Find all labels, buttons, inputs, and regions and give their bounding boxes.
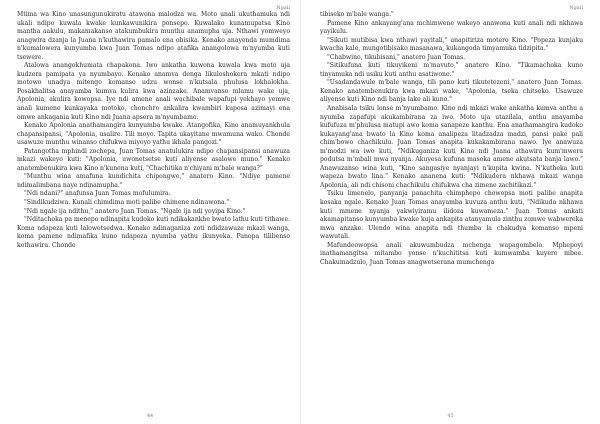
paragraph: "Sitikufuna kuti tikuyikeni m'mavuto," anatero Kino. "Tikamachoka kuno tinyamuka ndi usiku kuti anthu asatiwone.": [320, 62, 583, 78]
paragraph: "Ndi ndani?" anafunsa Juan Tomas mofulumira.: [24, 190, 171, 198]
right-page: [300, 0, 600, 424]
right-body-text: [320, 11, 583, 267]
paragraph: Kenako Apolonia anathamangira kunyumba kwake. Atangofika, Kino anamuyankhula chapansipansi, "Apolonia, usalire. Tili moyo. Tapita ukayitane mwamuna wako. Chonde usawuze munthu winanso chifukwa miyoyo yathu ikhala pangozi.": [17, 122, 290, 147]
page-number-left: 44: [146, 413, 154, 419]
running-head-right: Ngali: [569, 5, 583, 11]
paragraph: tibiseko m'bale wanga.": [320, 11, 394, 18]
running-head-left: Ngali: [276, 5, 290, 11]
paragraph: Tsiku limenelo, panyanja panachita chimphepo chowopsa moti palibe anapita kosaka ngale. Kenako Juan Tomas anayamba kuvuza anthu kuti, "Ndikuda nkhawa kuti mmene nyanja yakwiyiramu ilidoza kuwameza." Juan Tomas ankati akamapitanso kunyumba kwake kuja ankapita atanyamula zinthu zomwe wabwereka mwa anzake. Ulendo wina anapita ndi thumba la chakudya komanso mpeni wawutali.: [320, 190, 583, 241]
paragraph: Atalowa anangokhumata chapakona. Iwo ankatha kuwona kuwala kwa moto uja kudzera pamipata ya nyumbayo. Kenako anamva denga likuloshokera mkati ndipo motowo unadya mitengo komanso udzu wonse n'kutsala phulusa lokhalokha. Posakhalitsa anayamba kumva kulira kwa azinzake. Anamvanso mlamu wake uja, Apolonia, akulira kowopsa. Iye ndi amene anali wachibale wapafupi yekhayo yemwe anali kumene kunkayaka motoko, chonchro ankalira kwambiri kuposa azimayi ena omwe ankagania kuti Kino ndi Juana apsera m'nyumbamo.: [17, 62, 290, 121]
paragraph: "Ndi ngale ija ndithu," anatero Juan Tomas. "Ngale ija ndi yoyipa Kino.": [24, 207, 246, 215]
paragraph: Mtima wa Kino unasungunukiratu atawona malodza wa. Moto unali ukuthamuka ndi ukali ndipo kuwala kwake kunkawunikira ponsepo. Kuwalako kunamupatsa Kino mantha aakulu, makamakanso atakumbukira munthu anamupha uja. Nthawi yomweyo anagwira dzanja la Juana n'kuthawira pamalo ena obisika. Kenako anayenda mumdima n'kumalowera kunyumba kwa Juan Tomas ndipo atafika anangolowa m'nyumba kuti tsewere.: [17, 11, 290, 61]
paragraph: "Sikuti mutibisa kwa nthawi yayitali," anapitiriza motero Kino. "Popeza kunjaku kwacha kale, mungotibisako masanawa, kukangoda timyamuka tidzipita.": [320, 36, 583, 53]
left-body-text: [17, 11, 290, 250]
paragraph: Pamene Kino ankayang'ana mchimwene wakeyo anawona kuti anali ndi nkhawa yayikulu.: [320, 19, 583, 36]
paragraph: Patangotha mphindi zochepa, Juan Tomas anatulukira ndipo chapansipansi anawuza mkazi wakeyo kuti: "Apolonia, uwonetsetse kuti aliyense asalowe muno." Kenako anatembenukira kwa Kino n'kunena kuti, "Chachitika n'chiyani m'bale wanga?": [17, 147, 290, 172]
page-number-right: 45: [447, 413, 454, 419]
paragraph: Anabisala tsiku lonse m'nyumbamo. Kino ndi mkazi wake ankatha kumva anthu a nyumba zapafupi akukambirana za iwo. Moto uja utazilala, anthu anayamba kufufuza m'phulusa matupi awo koma sanapeze kanthu. Ena anathamangira kudoko kukayang'ana bwato la Kino koma analipeza litadzadza madzi, pansi pake pali chim'bowo chachikulu. Juan Tomas anapita kukakambirana nawo. Iye anawuza m'modzi wa iwo kuti, "Ndikuganiza kuti Kino ndi Juana athawira kum'mwera podutsa m'mbali mwa nyanja. Akuyesa kufuna masoka amene akutsata banja lawo." Anawuzanso wina kuti, "Kino sangasiye nyanjayi n'kupita kwina. N'kutheka kuti wapeza bwato lina." Kenako ananena kuti: "Ndikudera nkhawa mkazi wanga Apolonia, ali ndi chisoni chachikulu chifukwa cha zimene zachitikazi.": [320, 105, 583, 189]
paragraph: "Usadandawule m'bale wanga, tili pano kuti tikutetezeni," anatero Juan Tomas. Kenako anatembenukira kwa mkazi wake, "Apolonia, tseka chitseko. Usawuze aliyense kuti Kino ndi banja lake ali kuno.": [320, 79, 583, 104]
paragraph: "Chabwino, tikubisani," anatero Juan Tomas.: [327, 53, 466, 61]
paragraph: Mafundeowopsa anali akuwumbudza mchenga wapagombelo. Mphepoyi inathamangitsa mitambo yonse n'kuchititsa kuti kumwamba kuyere mbee. Chakumadzulo, Juan Tomas anagwetserana mumchenga: [320, 241, 583, 266]
paragraph: "Munthu wina amafuna kundichita chipongwe," anatero Kino. "Ndiye pamene ndimalimbana naye ndinamupha.": [17, 173, 290, 189]
paragraph: "Sindikudziwa. Kunali chimdima moti palibe chimene ndinawona.": [24, 199, 230, 207]
paragraph: "Nditachoka pa menepo ndinapita kudoko kuti ndikakankhe bwato lathu kuti tithawe. Koma ndapeza kuti lalowetsedwa. Kenako ndinaganiza zoti ndidzawuze mkazi wanga, koma pamene ndimafika kuno ndapeza nyumba yathu ikunyeka. Panopa tilibenso kothawira. Chonde: [17, 216, 290, 249]
